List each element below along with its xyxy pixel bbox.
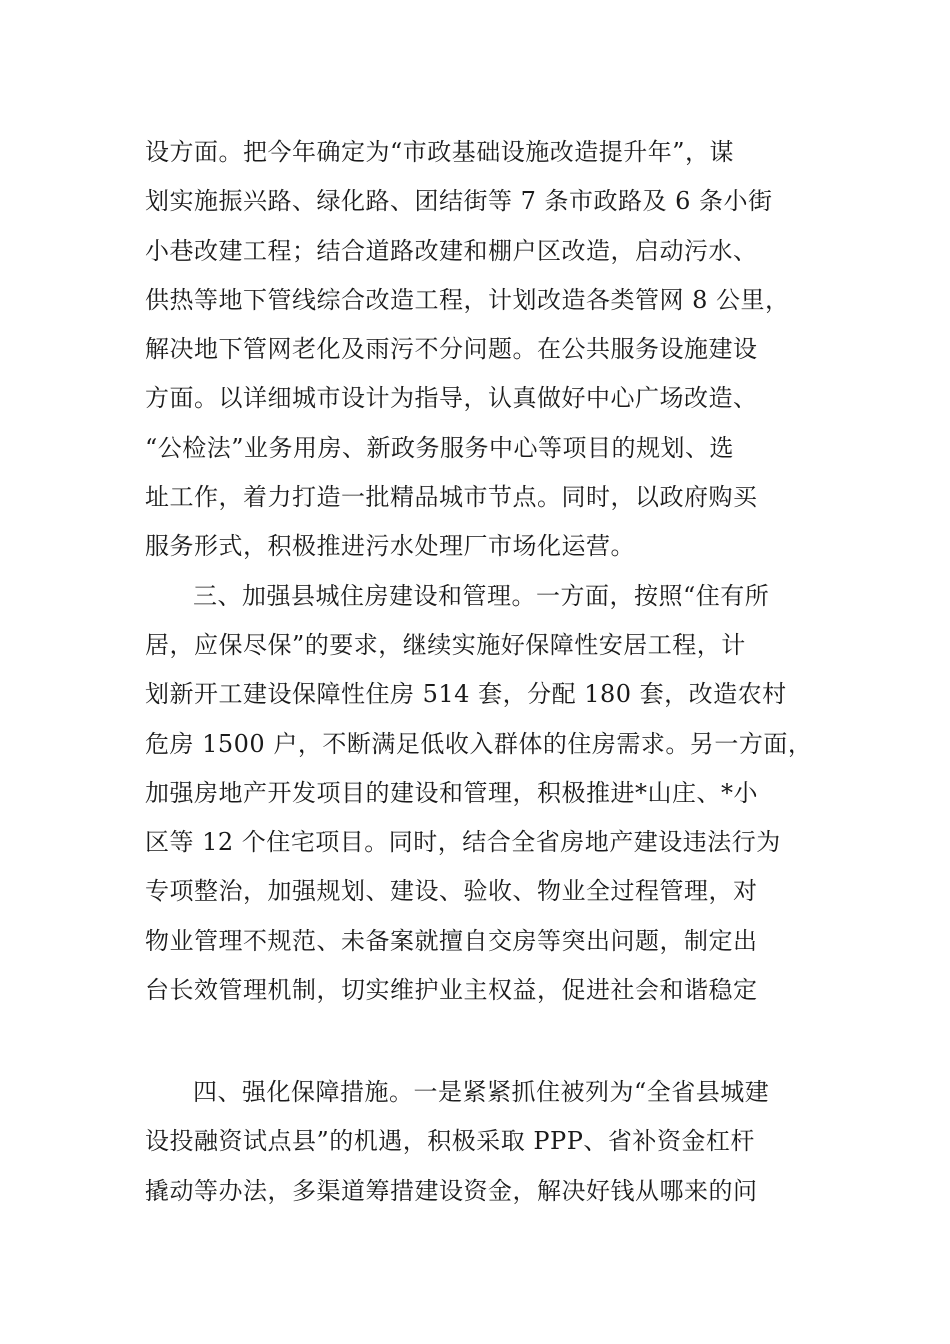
text-line: 撬动等办法，多渠道筹措建设资金，解决好钱从哪来的问 xyxy=(145,1176,758,1205)
text-line: 划新开工建设保障性住房 514 套，分配 180 套，改造农村 xyxy=(145,680,787,709)
section-heading-line: 三、加强县城住房建设和管理。一方面，按照“住有所 xyxy=(193,581,770,610)
text-line: 专项整治，加强规划、建设、验收、物业全过程管理，对 xyxy=(145,877,758,906)
text-line: 设方面。把今年确定为“市政基础设施改造提升年”，谋 xyxy=(145,138,735,166)
text-line: 服务形式，积极推进污水处理厂市场化运营。 xyxy=(145,532,635,561)
text-line: 危房 1500 户，不断满足低收入群体的住房需求。另一方面， xyxy=(145,729,813,758)
text-line: 小巷改建工程；结合道路改建和棚户区改造，启动污水、 xyxy=(145,236,758,265)
text-line: 居，应保尽保”的要求，继续实施好保障性安居工程，计 xyxy=(145,630,746,659)
text-line: 划实施振兴路、绿化路、团结街等 7 条市政路及 6 条小街 xyxy=(145,187,773,216)
text-line: 方面。以详细城市设计为指导，认真做好中心广场改造、 xyxy=(145,384,758,413)
text-line: 加强房地产开发项目的建设和管理，积极推进*山庄、*小 xyxy=(145,778,758,807)
text-line: 区等 12 个住宅项目。同时，结合全省房地产建设违法行为 xyxy=(145,828,781,857)
text-line: 物业管理不规范、未备案就擅自交房等突出问题，制定出 xyxy=(145,926,758,955)
text-line: 台长效管理机制，切实维护业主权益，促进社会和谐稳定 xyxy=(145,976,758,1005)
text-line: 设投融资试点县”的机遇，积极采取 PPP、省补资金杠杆 xyxy=(145,1127,755,1156)
text-line: 解决地下管网老化及雨污不分问题。在公共服务设施建设 xyxy=(145,335,758,364)
text-line: 址工作，着力打造一批精品城市节点。同时，以政府购买 xyxy=(145,483,758,512)
body-text-block-2 xyxy=(145,1068,825,1216)
body-text-block-1 xyxy=(145,128,825,1015)
section-heading-line: 四、强化保障措施。一是紧紧抓住被列为“全省县城建 xyxy=(193,1078,770,1106)
text-line: “公检法”业务用房、新政务服务中心等项目的规划、选 xyxy=(145,433,735,462)
text-line: 供热等地下管线综合改造工程，计划改造各类管网 8 公里， xyxy=(145,285,790,314)
